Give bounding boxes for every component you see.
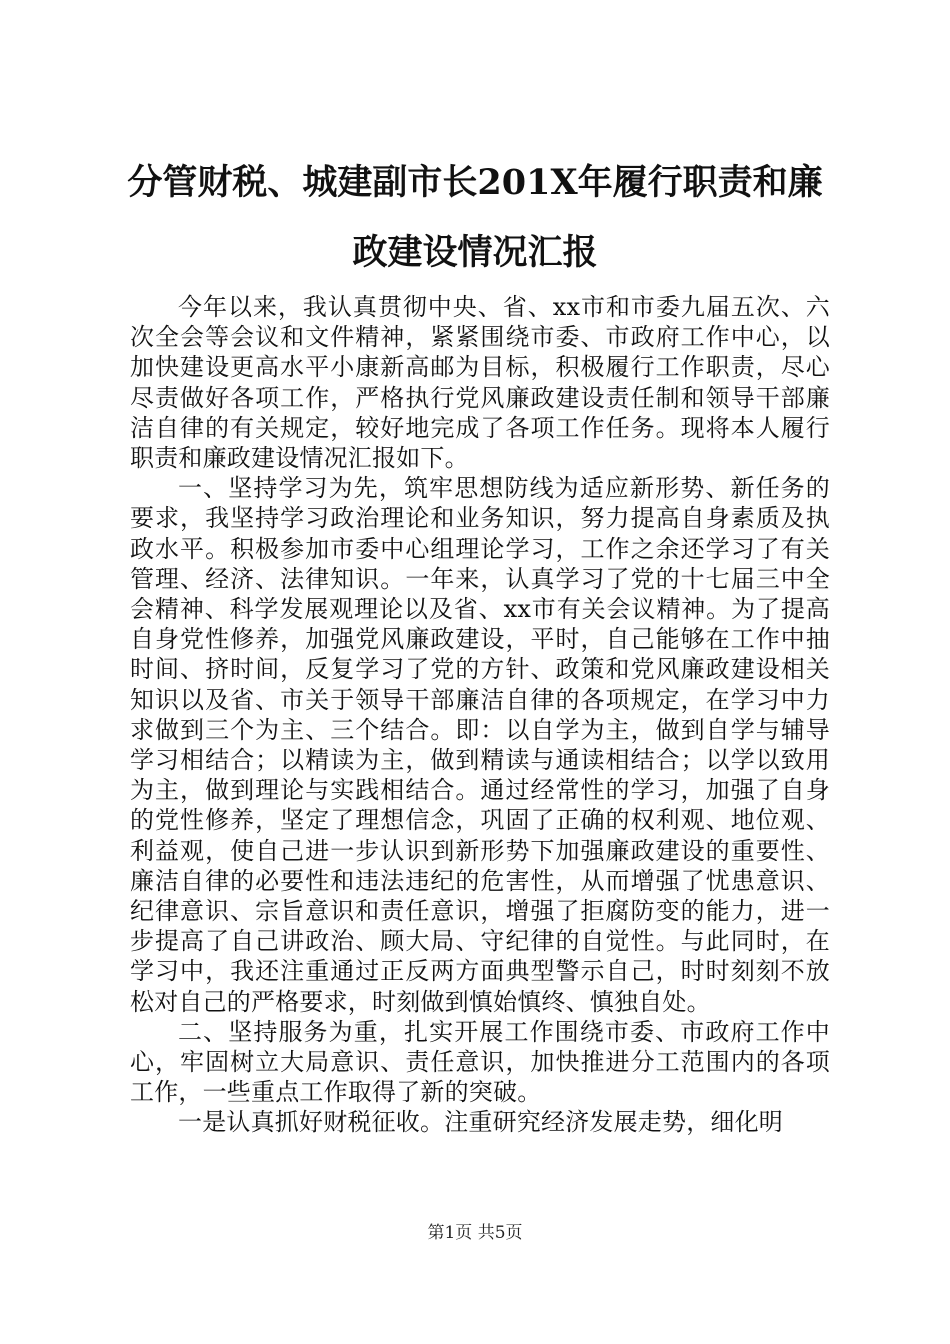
title-line-1: 分管财税、城建副市长201X年履行职责和廉 (127, 162, 823, 203)
paragraph-section-2: 二、坚持服务为重，扎实开展工作围绕市委、市政府工作中心，牢固树立大局意识、责任意识，加快推进分工范围内的各项工作，一些重点工作取得了新的突破。 (130, 1017, 830, 1107)
paragraph-section-1: 一、坚持学习为先，筑牢思想防线为适应新形势、新任务的要求，我坚持学习政治理论和业务知识，努力提高自身素质及执政水平。积极参加市委中心组理论学习，工作之余还学习了有关管理、经济、法律知识。一年来，认真学习了党的十七届三中全会精神、科学发展观理论以及省、xx市有关会议精神。为了提高自身党性修养，加强党风廉政建设，平时，自己能够在工作中抽时间、挤时间，反复学习了党的方针、政策和党风廉政建设相关知识以及省、市关于领导干部廉洁自律的各项规定，在学习中力求做到三个为主、三个结合。即：以自学为主，做到自学与辅导学习相结合；以精读为主，做到精读与通读相结合；以学以致用为主，做到理论与实践相结合。通过经常性的学习，加强了自身的党性修养，坚定了理想信念，巩固了正确的权利观、地位观、利益观，使自己进一步认识到新形势下加强廉政建设的重要性、廉洁自律的必要性和违法违纪的危害性，从而增强了忧患意识、纪律意识、宗旨意识和责任意识，增强了拒腐防变的能力，进一步提高了自己讲政治、顾大局、守纪律的自觉性。与此同时，在学习中，我还注重通过正反两方面典型警示自己，时时刻刻不放松对自己的严格要求，时刻做到慎始慎终、慎独自处。 (130, 474, 830, 1016)
paragraph-item-1: 一是认真抓好财税征收。注重研究经济发展走势，细化明 (178, 1108, 783, 1137)
title-line-2: 政建设情况汇报 (352, 232, 598, 273)
document-title (120, 148, 830, 288)
document-body (130, 292, 830, 1138)
paragraph-intro: 今年以来，我认真贯彻中央、省、xx市和市委九届五次、六次全会等会议和文件精神，紧紧围绕市委、市政府工作中心，以加快建设更高水平小康新高邮为目标，积极履行工作职责，尽心尽责做好各项工作，严格执行党风廉政建设责任制和领导干部廉洁自律的有关规定，较好地完成了各项工作任务。现将本人履行职责和廉政建设情况汇报如下。 (130, 293, 830, 473)
page-number-footer: 第1页 共5页 (427, 1223, 523, 1243)
